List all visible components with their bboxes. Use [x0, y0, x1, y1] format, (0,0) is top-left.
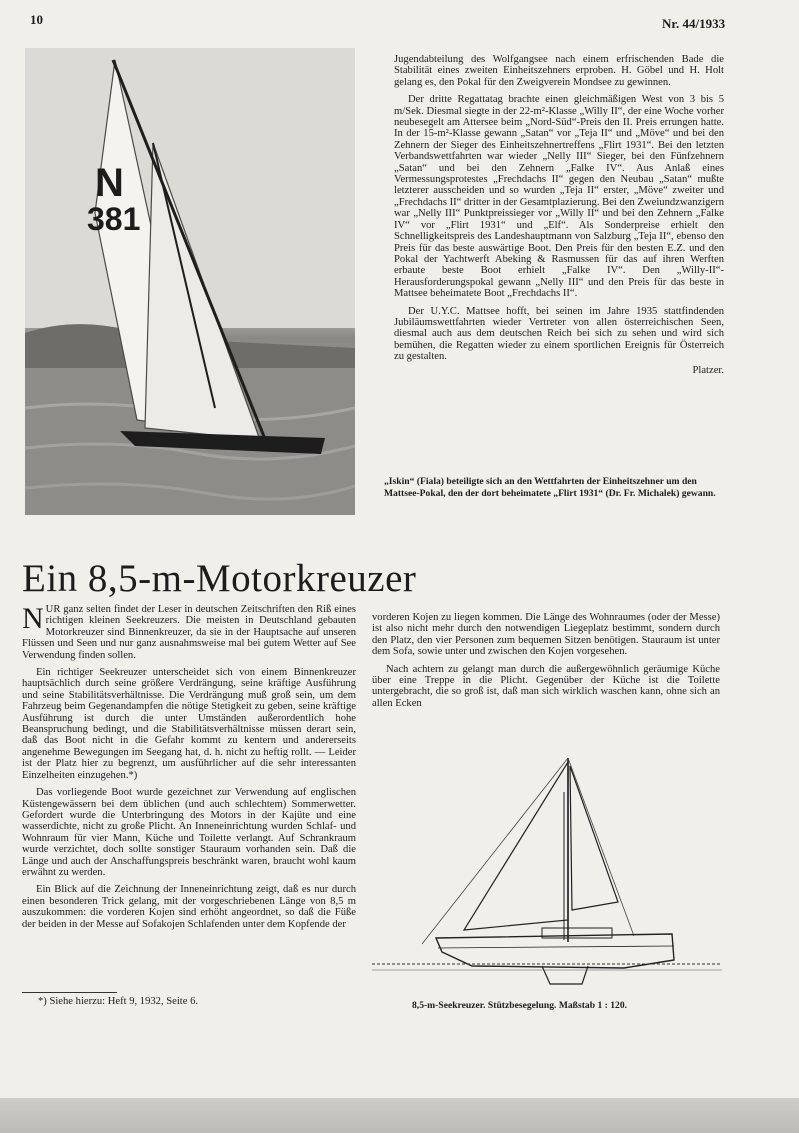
- sailboat-photo: [25, 48, 355, 515]
- drawing-caption: 8,5-m-Seekreuzer. Stützbesegelung. Maßstab 1 : 120.: [412, 1000, 628, 1011]
- paragraph: Ein Blick auf die Zeichnung der Inneneinrichtung zeigt, daß es nur durch einen besonderen Trick gelang, mit der vorgeschriebenen Länge von 8,5 m auszukommen: die vorderen Kojen sind erhöht angeordnet, so daß die Füße der beiden in der Messe auf Sofakojen Schlafenden unter dem Kopfende der: [22, 884, 356, 930]
- paragraph: Das vorliegende Boot wurde gezeichnet zur Verwendung auf englischen Küstengewässern bei dem üblichen (und auch schlechtem) Sommerwetter. Gefordert wurde die Unterbringung des Motors in der Kajüte und eine wasserdichte, nicht zu große Plicht. An Inneneinrichtung wurden Schlaf- und Wohnraum für vier Mann, Küche und Toilette verlangt. Auf Schrankraum wurde verzichtet, doch sollte sonstiger Stauraum vorhanden sein. Daß die Länge und auch der Anschaffungspreis beschränkt waren, braucht wohl kaum erwähnt zu werden.: [22, 787, 356, 878]
- sailboat-illustration: [25, 48, 355, 515]
- sail-letter: N: [95, 161, 124, 205]
- footnote: *) Siehe hierzu: Heft 9, 1932, Seite 6.: [38, 996, 199, 1007]
- paragraph: Der U.Y.C. Mattsee hofft, bei seinen im Jahre 1935 stattfindenden Jubiläumswettfahrten wieder Vertreter von allen österreichischen Seen, diesmal auch aus dem deutschen Reich bei sich zu sehen und wird sich bemühen, die Regatten wieder zu einem sportlichen Ereignis für Österreich zu gestalten.: [394, 305, 724, 363]
- sail-plan-drawing: [372, 752, 722, 988]
- boat-drawing: [372, 752, 722, 988]
- page-bottom-edge: [0, 1098, 799, 1133]
- sail-number: 381: [87, 201, 141, 237]
- paragraph: Ein richtiger Seekreuzer unterscheidet sich von einem Binnenkreuzer hauptsächlich durch seine größere Verdrängung, seine kräftige Ausführung und seine Stabilitätsverhältnisse. Die Verdrängung muß groß sein, um dem Fahrzeug beim Gegenandampfen die nötige Stetigkeit zu geben, seine kräftige Ausführung ist durch die unter Umständen außerordentlich hohe Beanspruchung bedingt, und die Stabilitätsverhältnisse müssen derart sein, daß das Boot nicht in die Gefahr kommt zu kentern und andererseits angenehme Bewegungen im Seegang hat, d. h. nicht zu heftig rollt. — Leider ist der Platz hier zu begrenzt, um ausführlicher auf die sehr interessanten Einzelheiten einzugehen.*): [22, 667, 356, 781]
- article-title: Ein 8,5-m-Motorkreuzer: [22, 557, 417, 600]
- issue-number: Nr. 44/1933: [662, 16, 726, 31]
- paragraph: UR ganz selten findet der Leser in deutschen Zeitschriften den Riß eines richtigen kleinen Seekreuzers. Die meisten in Deutschland gebauten Motorkreuzer sind Binnenkreuzer, da sie in der Hauptsache auf unseren Flüssen und Seen und nur ganz ausnahmsweise mal bei gutem Wetter auf See Verwendung finden sollen.: [22, 604, 356, 661]
- paragraph: Jugendabteilung des Wolfgangsee nach einem erfrischenden Bade die Stabilität eines zweiten Einheitszehners erproben. H. Göbel und H. Holt gelang es, den Pokal für den Zweigverein Mondsee zu gewinnen.: [394, 54, 724, 88]
- paragraph: vorderen Kojen zu liegen kommen. Die Länge des Wohnraumes (oder der Messe) ist also nicht mehr durch den notwendigen Liegeplatz bestimmt, sondern durch den Platz, den vier Personen zum bequemen Sitzen benötigen. Stauraum ist unter dem Sofa, sowie unter und zwischen den Kojen vorgesehen.: [372, 612, 720, 658]
- paragraph: Nach achtern zu gelangt man durch die außergewöhnlich geräumige Küche über eine Treppe in die Plicht. Gegenüber der Küche ist die Toilette untergebracht, die so groß ist, daß man sich wirklich waschen kann, ohne sich an allen Ecken: [372, 663, 720, 709]
- regatta-report: [394, 54, 724, 376]
- photo-caption: „Iskin“ (Fiala) beteiligte sich an den Wettfahrten der Einheitszehner um den Mattsee-Pokal, den der dort beheimatete „Flirt 1931“ (Dr. Fr. Michalek) gewann.: [384, 476, 716, 499]
- article-right-column: [372, 612, 720, 715]
- paragraph: Der dritte Regattatag brachte einen gleichmäßigen West von 3 bis 5 m/Sek. Diesmal siegte in der 22-m²-Klasse „Willy II“, der eine Woche vorher neubesegelt am Attersee beim „Nord-Süd“-Preis den II. Preis errungen hatte. In der 15-m²-Klasse gewann „Satan“ vor „Teja II“ und „Möve“ und bei den Zehnern der Sieger des Einheitszehnertreffens „Flirt 1931“. Bei den letzten Verbandswettfahrten war wieder „Nelly III“ Sieger, bei den Fünfzehnern „Satan“ und bei den Zehnern „Falke IV“. Aus Anlaß eines Vermessungsprotestes „Frechdachs II“ gegen den Neubau „Satan“ mußte letzterer ausscheiden und so wurden „Teja II“ erster, „Möve“ zweiter und „Frechdachs II“ dritter in der Gesamtplazierung. Bei den Zweiundzwanzigern war „Nelly III“ Punktpreissieger vor „Willy II“ und bei den Zehnern „Falke IV“ vor „Flirt 1931“ und „Elf“. Als Sonderpreise erhielt den Schnelligkeitspreis des Landeshauptmann von Salzburg „Teja II“, ebenso den Preis für das beste auswärtige Boot. Den Preis für den besten E.Z. und den Pokal der Yachtwerft Abeking & Rasmussen für das auf ihren Werften erbaute beste Boot erhielt „Falke IV“. Den „Willy-II“-Herausforderungspokal gewann „Nelly III“ und den Preis für das beste in Mattsee beheimatete Boot „Frechdachs II“.: [394, 94, 724, 300]
- drop-cap: N: [22, 602, 44, 635]
- page-number: 10: [30, 12, 43, 27]
- author: Platzer.: [692, 364, 724, 376]
- article-left-column: [22, 604, 356, 936]
- footnote-rule: [22, 992, 117, 993]
